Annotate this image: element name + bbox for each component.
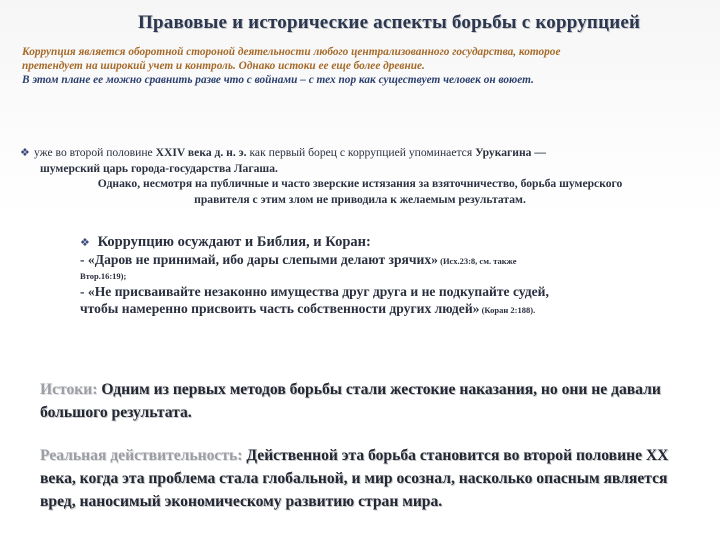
- sumer-bullet-line-2: шумерский царь города-государства Лагаша.: [40, 161, 278, 175]
- intro-line-1: Коррупция является оборотной стороной деятельности любого централизованного государства, которое: [22, 46, 561, 58]
- intro-paragraph: [22, 45, 712, 87]
- sumer-bullet-line-3: Однако, несмотря на публичные и часто зверские истязания за взяточничество, борьба шумерского: [97, 177, 623, 190]
- reality-label: Реальная действительность:: [40, 447, 243, 464]
- urukagina-name: Урукагина: [475, 146, 532, 159]
- sumer-bullet-line-1: [20, 145, 700, 161]
- sumer-text-mid: как первый борец с коррупцией упоминается: [246, 146, 476, 159]
- origins-text: Одним из первых методов борьбы стали жестокие наказания, но они не давали большого результата.: [40, 381, 661, 421]
- origins-label: Истоки:: [40, 381, 98, 398]
- intro-line-3: В этом плане ее можно сравнить разве что с войнами – с тех пор как существует человек он воюет.: [22, 74, 534, 86]
- scripture-heading-row: [80, 234, 700, 251]
- quran-reference: (Коран 2:188).: [479, 305, 536, 315]
- bible-reference: (Исх.23:8, см. также: [437, 256, 517, 266]
- slide-title: Правовые и исторические аспекты борьбы с коррупцией: [138, 12, 641, 33]
- sumer-bullet-line-4: правителя с этим злом не приводила к желаемым результатам.: [194, 192, 526, 206]
- sumer-century: XXIV века д. н. э.: [155, 146, 247, 159]
- bible-reference-2: Втор.16:19);: [80, 271, 127, 281]
- sumer-bullet: [20, 145, 700, 207]
- origins-paragraph: [40, 378, 700, 424]
- scripture-heading: Коррупцию осуждают и Библия, и Коран:: [97, 234, 371, 250]
- quran-quote-line-2: [80, 300, 700, 319]
- quran-quote-line-1: - «Не присваивайте незаконно имущества друг друга и не подкупайте судей,: [80, 284, 549, 299]
- diamond-bullet-icon: ❖: [80, 236, 90, 249]
- scripture-quotes: [80, 234, 700, 319]
- sumer-dash: —: [531, 146, 546, 159]
- diamond-bullet-icon: ❖: [20, 146, 30, 159]
- bible-quote: [80, 251, 700, 270]
- reality-text: Действенной эта борьба становится во второй половине XX века, когда эта проблема стала глобальной, и мир осознал, насколько опасным является вред, наносимый экономическому развитию стран мира.: [40, 447, 669, 510]
- sumer-text-pre: уже во второй половине: [34, 146, 156, 159]
- quran-quote-text: чтобы намеренно присвоить часть собственности других людей»: [80, 301, 480, 316]
- reality-paragraph: [40, 444, 700, 513]
- intro-line-2: претендует на широкий учет и контроль. Однако истоки ее еще более древние.: [22, 60, 425, 72]
- bible-quote-text: - «Даров не принимай, ибо дары слепыми делают зрячих»: [80, 252, 438, 267]
